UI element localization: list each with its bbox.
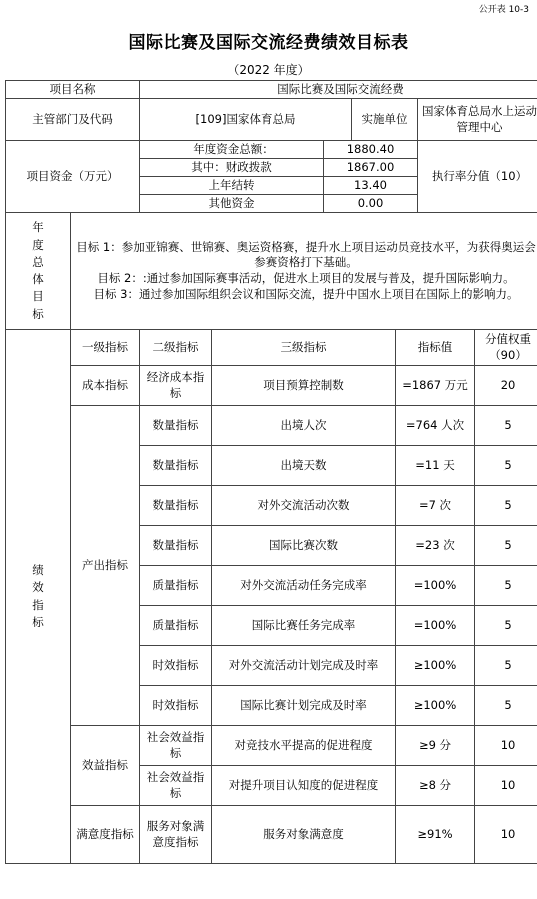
header-value: 指标值 (396, 330, 475, 366)
goals-text (71, 213, 537, 330)
indicator-value: =100% (396, 606, 475, 646)
indicator-value: =1867 万元 (396, 366, 475, 406)
level2-cell: 数量指标 (140, 486, 212, 526)
funds-row (6, 141, 537, 159)
level3-cell: 对外交流活动次数 (212, 486, 396, 526)
page-title: 国际比赛及国际交流经费绩效目标表 (128, 33, 409, 53)
goal-item: 目标 3：通过参加国际组织会议和国际交流，提升中国水上项目在国际上的影响力。 (93, 286, 519, 301)
dept-value: [109]国家体育总局 (140, 99, 352, 141)
level3-cell: 出境天数 (212, 446, 396, 486)
level3-cell: 国际比赛计划完成及时率 (212, 686, 396, 726)
impl-value: 国家体育总局水上运动管理中心 (418, 99, 537, 141)
project-name-value: 国际比赛及国际交流经费 (140, 81, 537, 99)
indicator-row (6, 726, 537, 766)
indicator-value: ≥100% (396, 646, 475, 686)
indicator-weight: 5 (475, 606, 537, 646)
level2-cell: 数量指标 (140, 526, 212, 566)
exec-rate-label: 执行率分值（10） (418, 141, 537, 213)
funds-total-label: 年度资金总额： (140, 141, 324, 159)
indicator-value: ≥100% (396, 686, 475, 726)
goal-item: 目标 2：:通过参加国际赛事活动，促进水上项目的发展与普及，提升国际影响力。 (97, 271, 515, 285)
indicator-value: =11 天 (396, 446, 475, 486)
level3-cell: 对外交流活动任务完成率 (212, 566, 396, 606)
indicator-weight: 10 (475, 766, 537, 806)
goals-label: 年度总体目标 (32, 220, 44, 321)
dept-label: 主管部门及代码 (6, 99, 140, 141)
form-number: 公开表 10-3 (478, 5, 529, 15)
level2-cell: 时效指标 (140, 646, 212, 686)
indicator-value: =7 次 (396, 486, 475, 526)
indicator-weight: 10 (475, 726, 537, 766)
level2-cell: 质量指标 (140, 606, 212, 646)
level3-cell: 对外交流活动计划完成及时率 (212, 646, 396, 686)
funds-fiscal-value: 1867.00 (324, 159, 418, 177)
project-name-label: 项目名称 (6, 81, 140, 99)
header-weight: 分值权重（90） (475, 330, 537, 366)
indicator-weight: 5 (475, 406, 537, 446)
impl-label: 实施单位 (352, 99, 418, 141)
project-name-row (6, 81, 537, 99)
goals-label-cell (6, 213, 71, 330)
indicator-row (6, 406, 537, 446)
indicator-weight: 5 (475, 646, 537, 686)
goal-item: 目标 1：参加亚锦赛、世锦赛、奥运资格赛，提升水上项目运动员竞技水平，为获得奥运会参赛资格打下基础。 (76, 239, 536, 270)
indicator-weight: 5 (475, 566, 537, 606)
level1-cost: 成本指标 (71, 366, 140, 406)
dept-row (6, 99, 537, 141)
target-table (5, 80, 537, 864)
indicators-section-label: 绩效指标 (32, 563, 44, 629)
level3-cell: 项目预算控制数 (212, 366, 396, 406)
indicator-weight: 5 (475, 686, 537, 726)
funds-carryover-value: 13.40 (324, 177, 418, 195)
level3-cell: 出境人次 (212, 406, 396, 446)
header-level1: 一级指标 (71, 330, 140, 366)
goals-row (6, 213, 537, 330)
indicator-weight: 20 (475, 366, 537, 406)
level3-cell: 国际比赛次数 (212, 526, 396, 566)
level2-cell: 数量指标 (140, 406, 212, 446)
level3-cell: 服务对象满意度 (212, 806, 396, 864)
indicator-weight: 10 (475, 806, 537, 864)
header-level2: 二级指标 (140, 330, 212, 366)
level2-cell: 社会效益指标 (140, 726, 212, 766)
level2-cell: 社会效益指标 (140, 766, 212, 806)
indicators-section-cell (6, 330, 71, 864)
indicator-value: ≥9 分 (396, 726, 475, 766)
level2-cell: 经济成本指标 (140, 366, 212, 406)
indicator-value: =100% (396, 566, 475, 606)
indicator-value: =764 人次 (396, 406, 475, 446)
indicator-header-row (6, 330, 537, 366)
funds-total-value: 1880.40 (324, 141, 418, 159)
indicator-row (6, 366, 537, 406)
funds-carryover-label: 上年结转 (140, 177, 324, 195)
level1-benefit: 效益指标 (71, 726, 140, 806)
header-level3: 三级指标 (212, 330, 396, 366)
indicator-weight: 5 (475, 526, 537, 566)
level2-cell: 服务对象满意度指标 (140, 806, 212, 864)
level2-cell: 质量指标 (140, 566, 212, 606)
level1-satisfaction: 满意度指标 (71, 806, 140, 864)
year-label: （2022 年度） (227, 63, 310, 77)
indicator-value: =23 次 (396, 526, 475, 566)
indicator-weight: 5 (475, 486, 537, 526)
funds-other-value: 0.00 (324, 195, 418, 213)
funds-fiscal-label: 其中：财政拨款 (140, 159, 324, 177)
level3-cell: 国际比赛任务完成率 (212, 606, 396, 646)
funds-other-label: 其他资金 (140, 195, 324, 213)
level1-output: 产出指标 (71, 406, 140, 726)
level3-cell: 对提升项目认知度的促进程度 (212, 766, 396, 806)
funds-label: 项目资金（万元） (6, 141, 140, 213)
level2-cell: 数量指标 (140, 446, 212, 486)
indicator-row (6, 806, 537, 864)
indicator-weight: 5 (475, 446, 537, 486)
level3-cell: 对竞技水平提高的促进程度 (212, 726, 396, 766)
indicator-value: ≥8 分 (396, 766, 475, 806)
level2-cell: 时效指标 (140, 686, 212, 726)
indicator-value: ≥91% (396, 806, 475, 864)
